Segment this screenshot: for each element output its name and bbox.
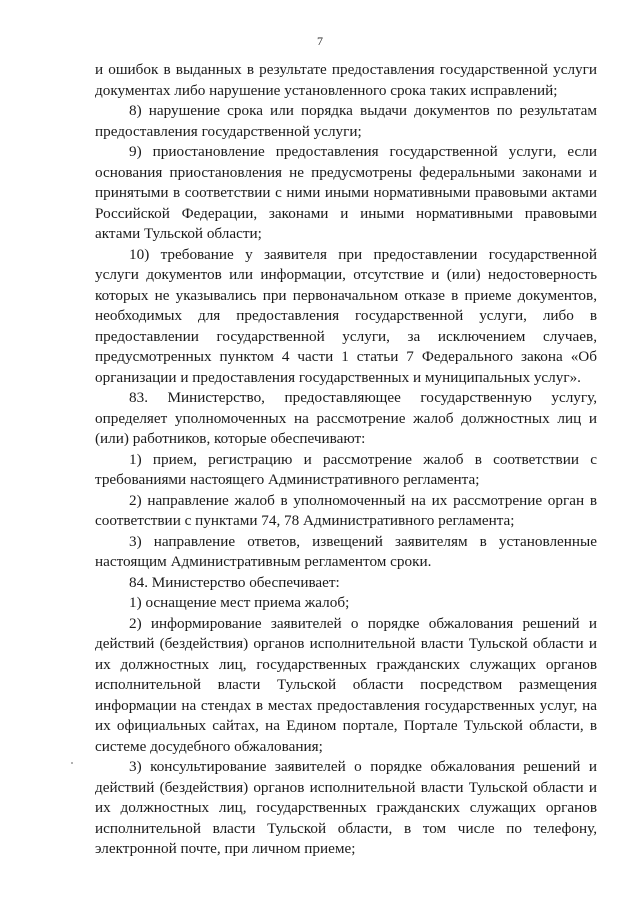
paragraph-item-10: 10) требование у заявителя при предоставлении государственной услуги документов или информации, отсутствие и (или) недостоверность которых не указывались при первоначальном отказе в приеме документов, необходимых для предоставления государственной услуги, либо в предоставлении государственной услуги, за исключением случаев, предусмотренных пунктом 4 части 1 статьи 7 Федерального закона «Об организации и предоставления государственных и муниципальных услуг». <box>95 245 597 386</box>
paragraph-continuation: и ошибок в выданных в результате предоставления государственной услуги документах либо нарушение установленного срока таких исправлений; <box>95 61 597 99</box>
paragraph-83-item-1: 1) прием, регистрацию и рассмотрение жалоб в соответствии с требованиями настоящего Административного регламента; <box>95 450 597 488</box>
paragraph-item-9: 9) приостановление предоставления государственной услуги, если основания приостановления не предусмотрены федеральными законами и принятыми в соответствии с ними иными нормативными правовыми актами Российской Федерации, законами и иными нормативными правовыми актами Тульской области; <box>95 143 597 242</box>
page-number: 7 <box>317 34 323 48</box>
document-body <box>95 60 597 860</box>
scan-speck <box>71 762 73 764</box>
paragraph-item-8: 8) нарушение срока или порядка выдачи документов по результатам предоставления государственной услуги; <box>95 102 597 140</box>
paragraph-84-item-2: 2) информирование заявителей о порядке обжалования решений и действий (бездействия) органов исполнительной власти Тульской области и их должностных лиц, государственных гражданских служащих органов исполнительной власти Тульской области посредством размещения информации на стендах в местах предоставления государственных услуг, на их официальных сайтах, на Едином портале, Портале Тульской области, в системе досудебного обжалования; <box>95 614 597 755</box>
paragraph-clause-83: 83. Министерство, предоставляющее государственную услугу, определяет уполномоченных на рассмотрение жалоб должностных лиц и (или) работников, которые обеспечивают: <box>95 389 597 447</box>
paragraph-83-item-2: 2) направление жалоб в уполномоченный на их рассмотрение орган в соответствии с пунктами 74, 78 Административного регламента; <box>95 491 597 529</box>
paragraph-84-item-3: 3) консультирование заявителей о порядке обжалования решений и действий (бездействия) органов исполнительной власти Тульской области и их должностных лиц, государственных гражданских служащих органов исполнительной власти Тульской области, в том числе по телефону, электронной почте, при личном приеме; <box>95 758 597 857</box>
paragraph-clause-84: 84. Министерство обеспечивает: <box>129 573 340 591</box>
paragraph-83-item-3: 3) направление ответов, извещений заявителям в установленные настоящим Административным регламентом сроки. <box>95 532 597 570</box>
paragraph-84-item-1: 1) оснащение мест приема жалоб; <box>129 594 350 611</box>
